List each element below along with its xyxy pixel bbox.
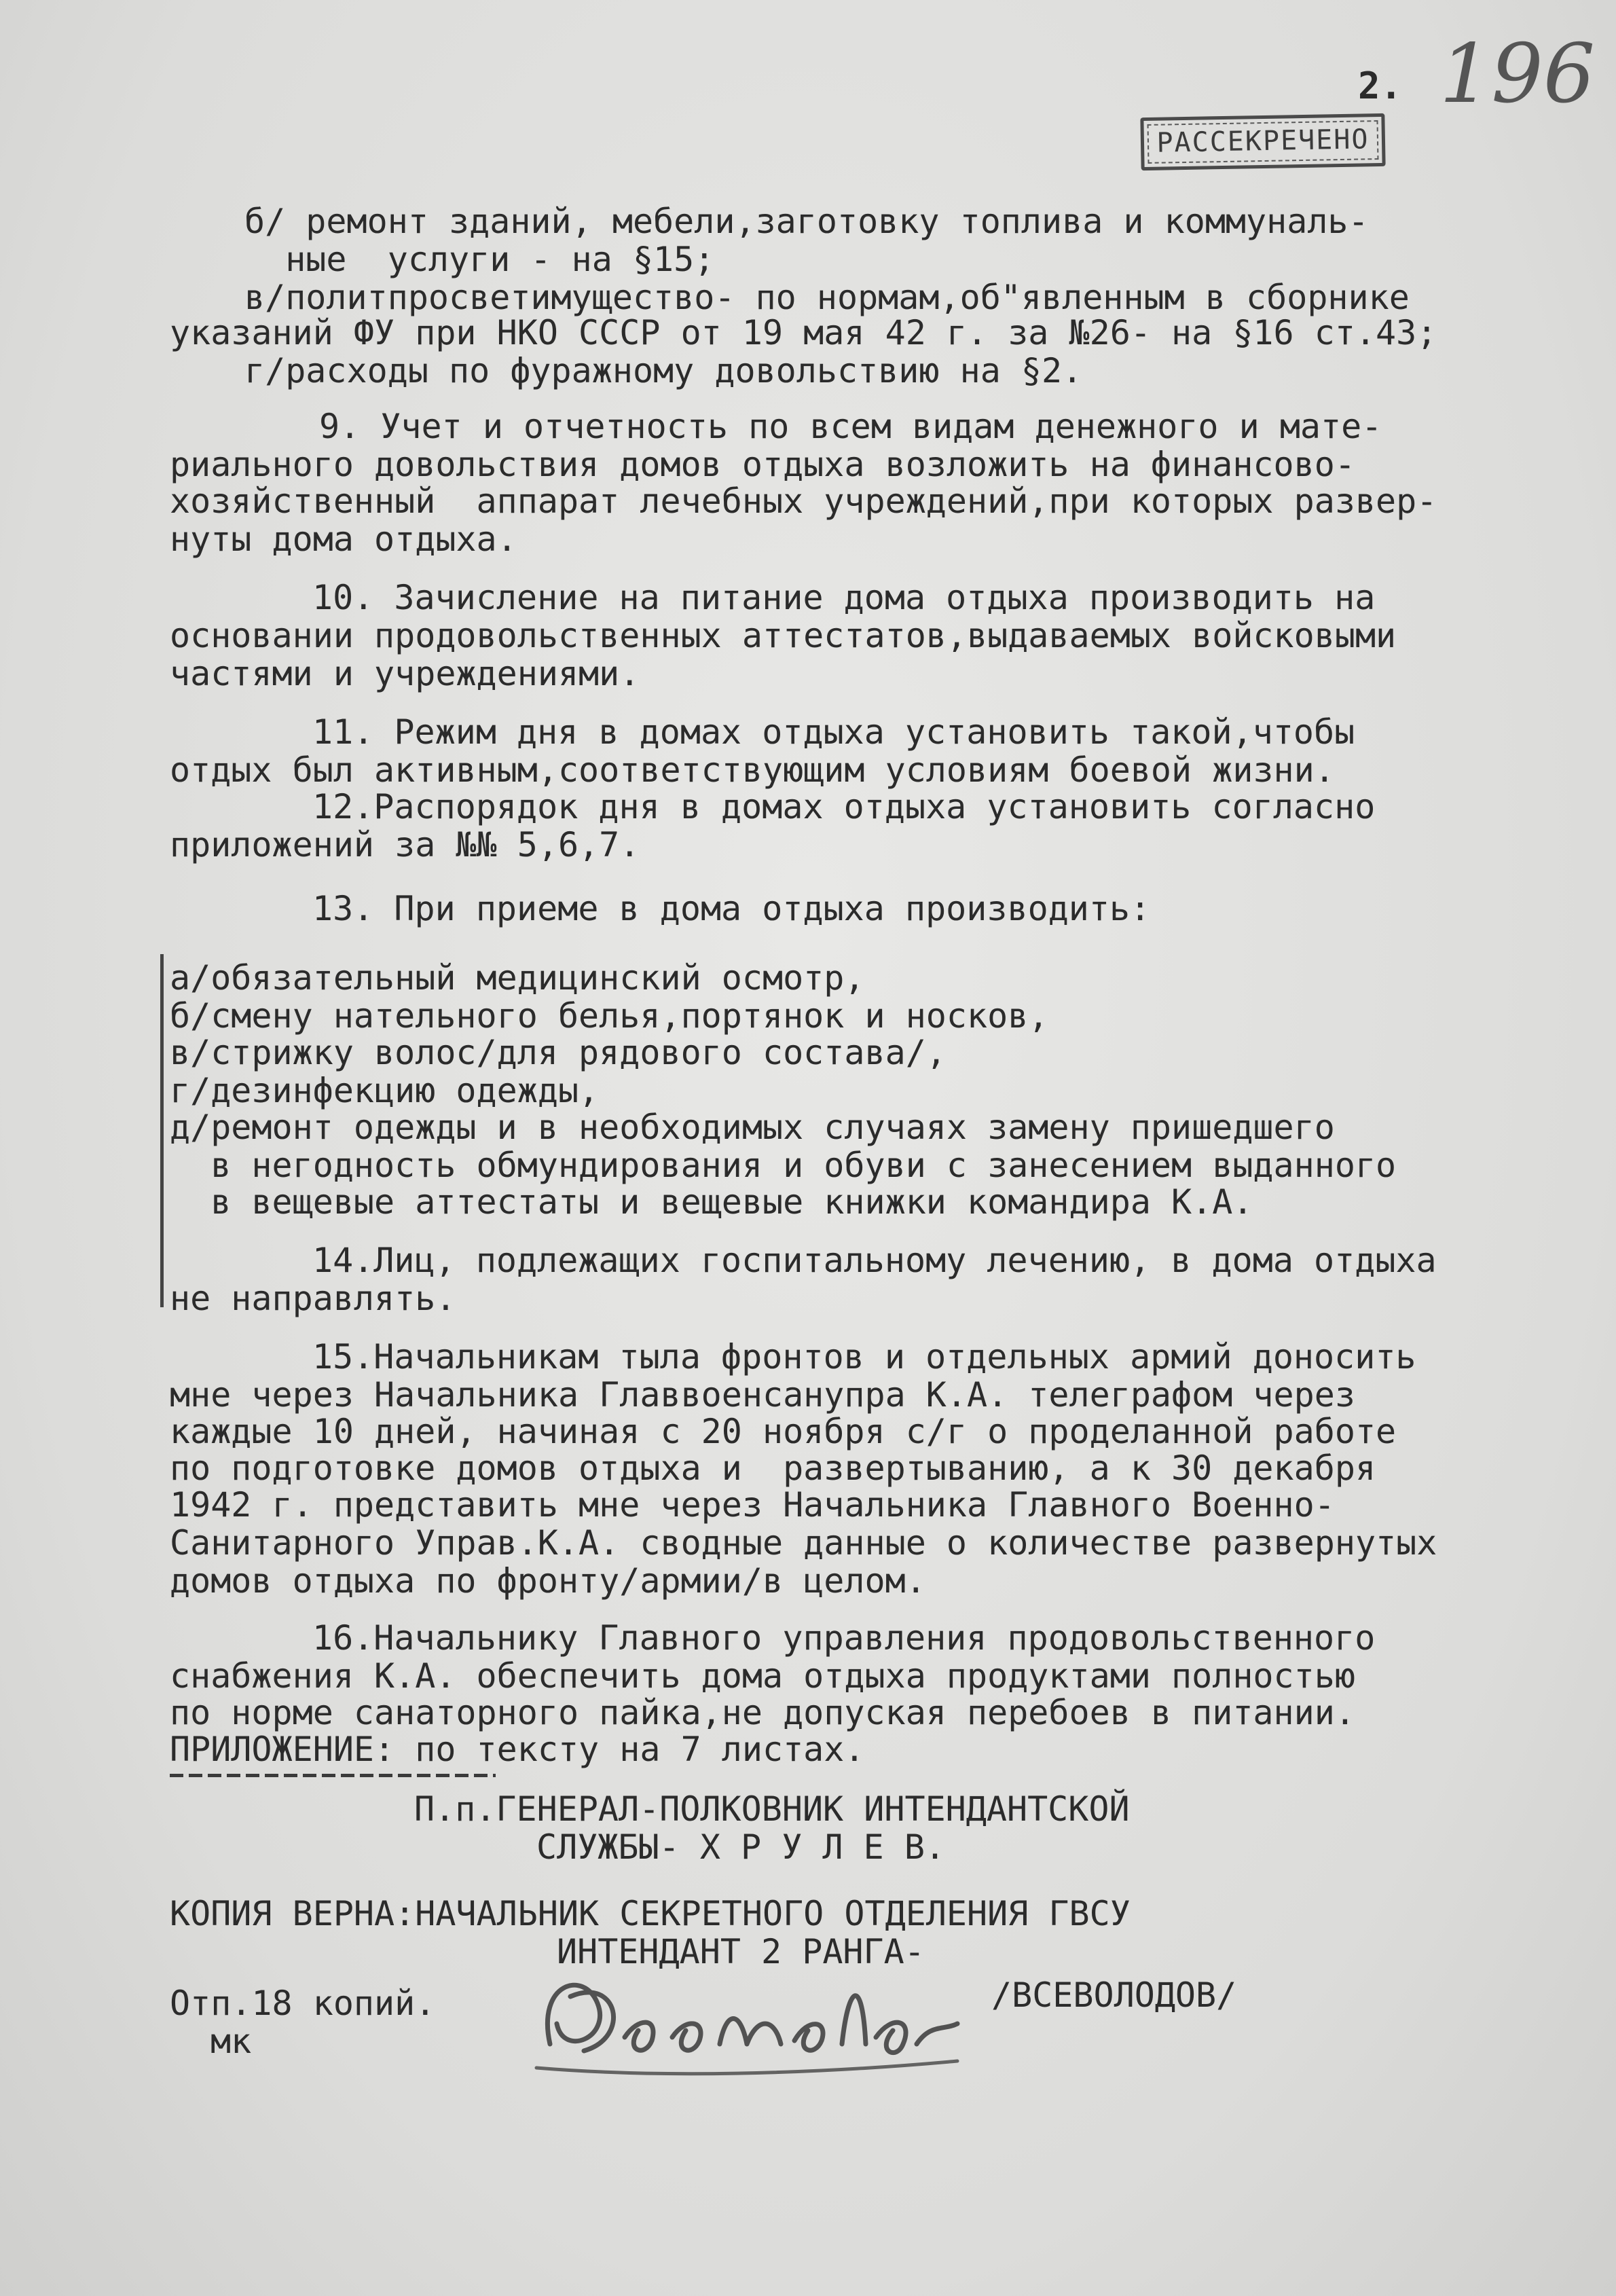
text-line: 11. Режим дня в домах отдыха установить такой,чтобы [312, 712, 1355, 752]
text-line: отдых был активным,соответствующим условиям боевой жизни. [170, 750, 1335, 790]
text-line: по подготовке домов отдыха и развертыванию, а к 30 декабря [170, 1448, 1376, 1488]
text-line: 15.Начальникам тыла фронтов и отдельных армий доносить [312, 1337, 1416, 1377]
text-line: 1942 г. представить мне через Начальника Главного Военно- [170, 1485, 1335, 1525]
copies-count: Отп.18 копий. [170, 1984, 436, 2023]
text-line: 10. Зачисление на питание дома отдыха производить на [312, 578, 1376, 617]
text-line: снабжения К.А. обеспечить дома отдыха продуктами полностью [170, 1656, 1355, 1696]
handwritten-signature [523, 1942, 985, 2098]
text-line: г/расходы по фуражному довольствию на §2. [244, 351, 1083, 390]
certifier-rank: ИНТЕНДАНТ 2 РАНГА- [557, 1932, 925, 1971]
stamp-text: РАССЕКРЕЧЕНО [1156, 124, 1370, 159]
text-line: основании продовольственных аттестатов,выдаваемых войсковыми [170, 616, 1397, 655]
margin-mark [160, 954, 164, 1307]
copy-certification: КОПИЯ ВЕРНА:НАЧАЛЬНИК СЕКРЕТНОГО ОТДЕЛЕНИЯ ГВСУ [170, 1894, 1131, 1933]
text-line: хозяйственный аппарат лечебных учреждений,при которых развер- [170, 481, 1437, 521]
text-line: д/ремонт одежды и в необходимых случаях замену пришедшего [170, 1108, 1335, 1147]
text-line: мне через Начальника Главвоенсанупра К.А. телеграфом через [170, 1375, 1355, 1415]
text-line: домов отдыха по фронту/армии/в целом. [170, 1561, 926, 1601]
text-line: по норме санаторного пайка,не допуская перебоев в питании. [170, 1693, 1355, 1732]
text-line: б/ ремонт зданий, мебели,заготовку топлива и коммуналь- [244, 202, 1369, 241]
text-line: г/дезинфекцию одежды, [170, 1071, 600, 1110]
signature-rule [170, 1774, 496, 1777]
stamp-border [1147, 120, 1379, 164]
text-line: 13. При приеме в дома отдыха производить: [312, 889, 1151, 928]
text-line: в/политпросветимущество- по нормам,об"явленным в сборнике [244, 278, 1410, 317]
text-line: нуты дома отдыха. [170, 520, 517, 559]
text-line: 12.Распорядок дня в домах отдыха установить согласно [312, 787, 1376, 826]
text-line: ные услуги - на §15; [244, 240, 715, 279]
signatory-name: СЛУЖБЫ- Х Р У Л Е В. [536, 1827, 946, 1867]
certifier-name: /ВСЕВОЛОДОВ/ [991, 1975, 1237, 2015]
declassified-stamp [1140, 113, 1385, 170]
text-line: Санитарного Управ.К.А. сводные данные о количестве развернутых [170, 1523, 1437, 1563]
text-line: ПРИЛОЖЕНИЕ: по тексту на 7 листах. [170, 1730, 865, 1769]
text-line: приложений за №№ 5,6,7. [170, 825, 640, 864]
typist-initials: мк [210, 2022, 252, 2061]
text-line: в негодность обмундирования и обуви с занесением выданного [170, 1146, 1397, 1185]
text-line: частями и учреждениями. [170, 654, 640, 693]
text-line: каждые 10 дней, начиная с 20 ноября с/г о проделанной работе [170, 1412, 1397, 1451]
text-line: не направлять. [170, 1279, 456, 1318]
text-line: в/стрижку волос/для рядового состава/, [170, 1033, 947, 1072]
text-line: б/смену нательного белья,портянок и носков, [170, 996, 1049, 1036]
page-number: 2. [1358, 65, 1403, 107]
text-line: 9. Учет и отчетность по всем видам денежного и мате- [319, 407, 1382, 446]
text-line: а/обязательный медицинский осмотр, [170, 958, 865, 998]
text-line: 14.Лиц, подлежащих госпитальному лечению, в дома отдыха [312, 1241, 1437, 1280]
text-line: указаний ФУ при НКО СССР от 19 мая 42 г. за №26- на §16 ст.43; [170, 313, 1437, 352]
signatory-title: П.п.ГЕНЕРАЛ-ПОЛКОВНИК ИНТЕНДАНТСКОЙ [414, 1789, 1130, 1829]
text-line: риального довольствия домов отдыха возложить на финансово- [170, 445, 1355, 484]
text-line: в вещевые аттестаты и вещевые книжки командира К.А. [170, 1182, 1253, 1222]
archive-number: 196 [1439, 27, 1596, 122]
text-line: 16.Начальнику Главного управления продовольственного [312, 1618, 1376, 1658]
